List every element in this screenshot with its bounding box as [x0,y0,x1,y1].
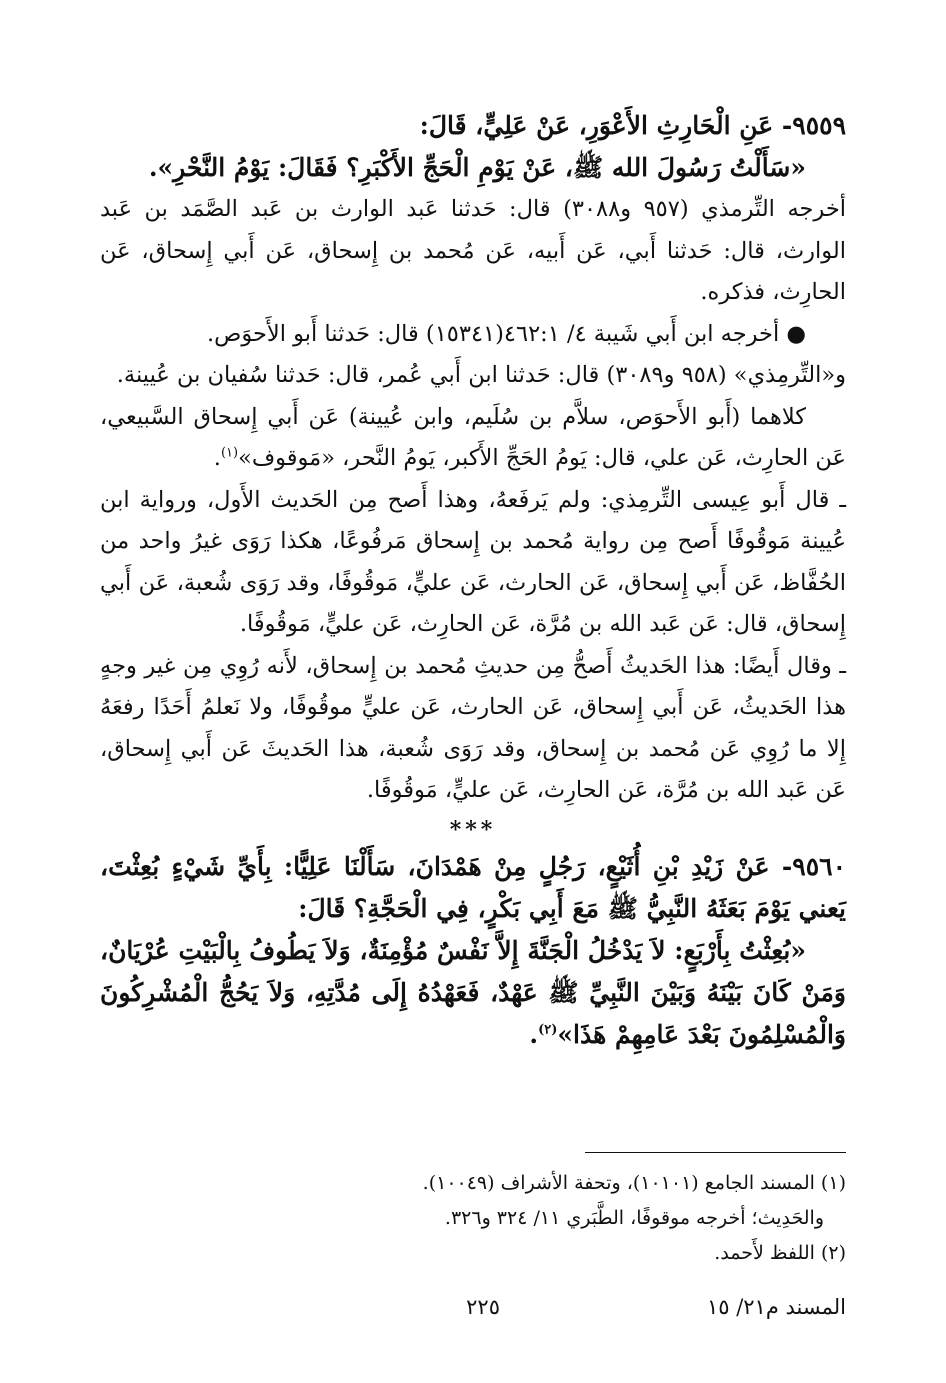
page-number: ٢٢٥ [466,1295,500,1319]
hadith-9559-takhrij-2: ● أخرجه ابن أَبي شَيبة ٤/ ٤٦٢:١(١٥٣٤١) قال: حَدثنا أَبو الأَحوَص. [207,320,806,347]
hadith-9560-heading: ٩٥٦٠- عَنْ زَيْدِ بْنِ أُثَيْعٍ، رَجُلٍ مِنْ هَمْدَانَ، سَأَلْنَا عَلِيًّا: بِأَيِّ شَيْءٍ بُعِثْتَ، يَعني يَوْمَ بَعَثَهُ النَّبِيُّ ﷺ مَعَ أَبِي بَكْرٍ، فِي الْحَجَّةِ؟ قَالَ: [100,851,846,923]
footnote-ref-1[interactable]: (١) [220,445,239,461]
hadith-9559-takhrij-4: كلاهما (أَبو الأَحوَص، سلاَّم بن سُلَيم، وابن عُيينة) عَن أَبي إِسحاق السَّبيعي، عَن الحارِث، عَن علي، قال: يَومُ الحَجِّ الأَكبر، يَومُ النَّحر، «مَوقوف»$^{(١)}$. [100,403,846,471]
hadith-9560-matn: «بُعِثْتُ بِأَرْبَعٍ: لاَ يَدْخُلُ الْجَنَّةَ إِلاَّ نَفْسٌ مُؤْمِنَةٌ، وَلاَ يَطُوفُ بِالْبَيْتِ عُرْيَانٌ، وَمَنْ كَانَ بَيْنَهُ وَبَيْنَ النَّبِيِّ ﷺ عَهْدٌ، فَعَهْدُهُ إِلَى مُدَّتِهِ، وَلاَ يَحُجُّ الْمُشْرِكُونَ وَالْمُسْلِمُونَ بَعْدَ عَامِهِمْ هَذَا»$^{(٢)}$. [100,935,846,1049]
volume-signature: المسند م٢١/ ١٥ [706,1295,846,1319]
tirmidhi-comment-1: ـ قال أَبو عِيسى التِّرمِذي: ولم يَرفَعهُ، وهذا أَصح مِن الحَديث الأَول، ورواية ابن عُيينة مَوقُوفًا أَصح مِن رواية مُحمد بن إِسحاق مَرفُوعًا، هكذا رَوَى غيرُ واحد من الحُفَّاظ، عَن أَبي إِسحاق، عَن الحارث، عَن عليٍّ، مَوقُوفًا، وقد رَوَى شُعبة، عَن أَبي إِسحاق، قال: عَن عَبد الله بن مُرَّة، عَن الحارِث، عَن عليٍّ، مَوقُوفًا. [100,486,846,637]
footnotes [100,1166,846,1271]
main-text [100,105,846,1056]
hadith-9559-takhrij-1: أخرجه التِّرمذي (٩٥٧ و٣٠٨٨) قال: حَدثنا عَبد الوارث بن عَبد الصَّمَد بن عَبد الوارث، قال: حَدثنا أَبي، عَن أَبيه، عَن مُحمد بن إِسحاق، عَن أَبي إِسحاق، عَن الحارِث، فذكره. [100,196,846,305]
footnote-1: (١) المسند الجامع (١٠١٠١)، وتحفة الأشراف (١٠٠٤٩). [422,1172,846,1194]
section-divider-stars: *** [449,816,497,843]
footnote-1-continuation: والحَدِيث؛ أخرجه موقوفًا، الطَّبَري ١١/ ٣٢٤ و٣٢٦. [444,1207,824,1229]
footnote-2: (٢) اللفظ لأَحمد. [714,1242,846,1264]
takhrij-4-text: كلاهما (أَبو الأَحوَص، سلاَّم بن سُلَيم، وابن عُيينة) عَن أَبي إِسحاق السَّبيعي، عَن الحارِث، عَن علي، قال: يَومُ الحَجِّ الأَكبر، يَومُ النَّحر، «مَوقوف» [100,403,846,471]
footnote-ref-2[interactable]: (٢) [538,1022,558,1038]
tirmidhi-comment-2: ـ وقال أَيضًا: هذا الحَديثُ أَصحُّ مِن حديثِ مُحمد بن إِسحاق، لأَنه رُوِي مِن غير وجهٍ هذا الحَديثُ، عَن أَبي إِسحاق، عَن الحارث، عَن عليٍّ موقُوفًا، ولا نَعلمُ أَحَدًا رفعَهُ إِلا ما رُوِي عَن مُحمد بن إِسحاق، وقد رَوَى شُعبة، هذا الحَديثَ عَن أَبي إِسحاق، عَن عَبد الله بن مُرَّة، عَن الحارِث، عَن عليٍّ، مَوقُوفًا. [100,652,846,803]
hadith-9559-heading: ٩٥٥٩- عَنِ الْحَارِثِ الأَعْوَرِ، عَنْ عَلِيٍّ، قَالَ: [419,111,846,140]
page-footer [100,1295,846,1325]
hadith-9559-takhrij-3: و«التِّرمِذي» (٩٥٨ و٣٠٨٩) قال: حَدثنا ابن أَبي عُمر، قال: حَدثنا سُفيان بن عُيينة. [116,362,846,388]
footnote-separator [585,1152,846,1153]
hadith-9559-matn: «سَأَلْتُ رَسُولَ الله ﷺ، عَنْ يَوْمِ الْحَجِّ الأَكْبَرِ؟ فَقَالَ: يَوْمُ النَّحْرِ». [148,153,806,182]
hadith-9560-matn-text: «بُعِثْتُ بِأَرْبَعٍ: لاَ يَدْخُلُ الْجَنَّةَ إِلاَّ نَفْسٌ مُؤْمِنَةٌ، وَلاَ يَطُوفُ بِالْبَيْتِ عُرْيَانٌ، وَمَنْ كَانَ بَيْنَهُ وَبَيْنَ النَّبِيِّ ﷺ عَهْدٌ، فَعَهْدُهُ إِلَى مُدَّتِهِ، وَلاَ يَحُجُّ الْمُشْرِكُونَ وَالْمُسْلِمُونَ بَعْدَ عَامِهِمْ هَذَا» [100,935,846,1049]
